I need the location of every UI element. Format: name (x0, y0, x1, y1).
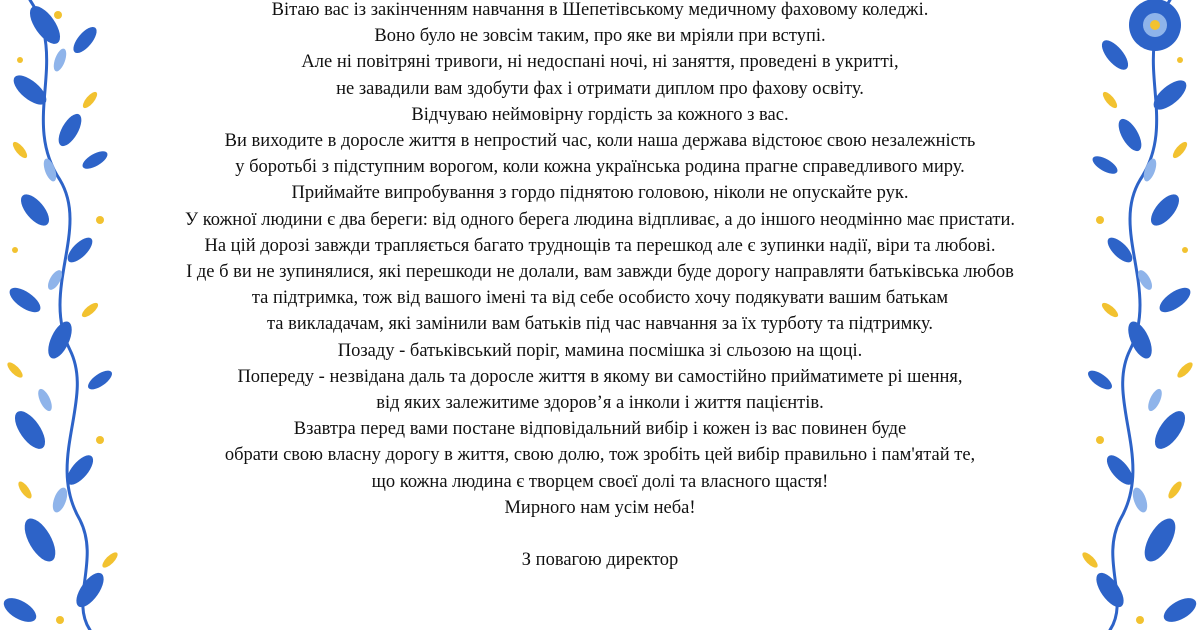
letter-line: Позаду - батьківський поріг, мамина посмішка зі сльозою на щоці. (337, 340, 863, 361)
letter-line: Відчуваю неймовірну гордість за кожного з вас. (411, 104, 789, 125)
letter-line: Взавтра перед вами постане відповідальний вибір і кожен із вас повинен буде (293, 419, 907, 440)
letter-closing: З повагою директор (521, 550, 679, 571)
letter-line: Мирного нам усім неба! (504, 497, 696, 518)
letter-line: У кожної людини є два береги: від одного берега людина відпливає, а до іншого неодмінно має пристати. (184, 209, 1016, 230)
letter-line: Воно було не зовсім таким, про яке ви мріяли при вступі. (374, 26, 826, 47)
letter-line: у боротьбі з підступним ворогом, коли кожна українська родина прагне справедливого миру. (235, 157, 965, 178)
letter-line: Ви виходите в доросле життя в непростий час, коли наша держава відстоює свою незалежність (224, 131, 976, 152)
letter-line: І де б ви не зупинялися, які перешкоди не долали, вам завжди буде дорогу направляти батьківська любов (186, 262, 1014, 283)
letter-line: від яких залежитиме здоров’я а інколи і життя пацієнтів. (376, 393, 824, 414)
letter-line: та підтримка, тож від вашого імені та від себе особисто хочу подякувати вашим батькам (251, 288, 949, 309)
letter-line: Вітаю вас із закінченням навчання в Шепетівському медичному фаховому коледжі. (271, 0, 929, 20)
congratulation-letter (110, 0, 1090, 573)
letter-line: та викладачам, які замінили вам батьків під час навчання за їх турботу та підтримку. (266, 314, 934, 335)
letter-line: Приймайте випробування з гордо піднятою головою, ніколи не опускайте рук. (291, 183, 909, 204)
letter-line: На цій дорозі завжди трапляється багато труднощів та перешкод але є зупинки надії, віри та любові. (204, 235, 996, 256)
letter-line: що кожна людина є творцем своєї долі та власного щастя! (371, 471, 829, 492)
letter-line: Попереду - незвідана даль та доросле життя в якому ви самостійно прийматимете рі шення, (237, 366, 963, 387)
letter-line: обрати свою власну дорогу в життя, свою долю, тож зробіть цей вибір правильно і пам'ятай те, (224, 445, 976, 466)
letter-spacer (110, 521, 1090, 547)
letter-line: Але ні повітряні тривоги, ні недоспані ночі, ні заняття, проведені в укритті, (301, 52, 899, 73)
letter-line: не завадили вам здобути фах і отримати диплом про фахову освіту. (336, 78, 864, 99)
